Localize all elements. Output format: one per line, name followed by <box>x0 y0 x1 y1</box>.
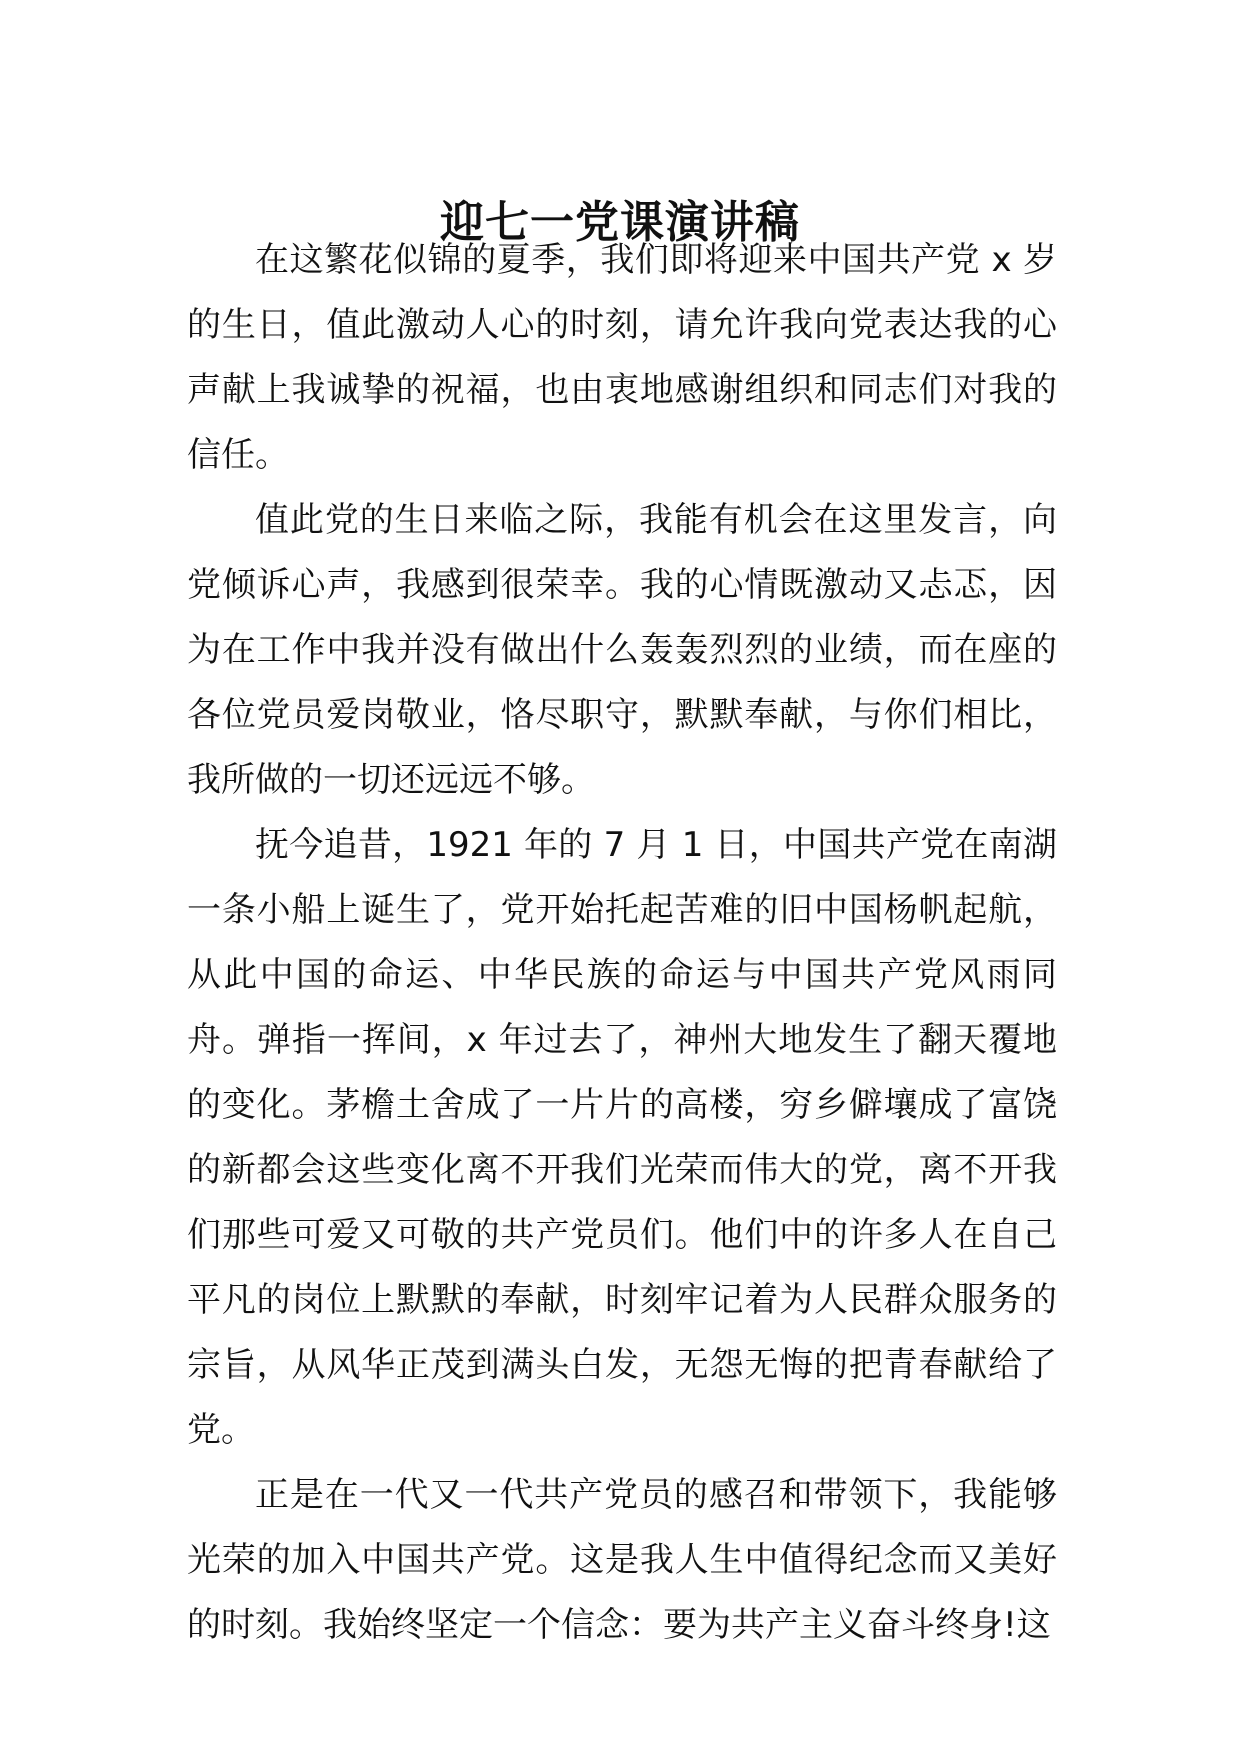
document-title: 迎七一党课演讲稿 <box>440 197 800 249</box>
paragraph-4: 正是在一代又一代共产党员的感召和带领下，我能够光荣的加入中国共产党。这是我人生中值得纪念而又美好的时刻。我始终坚定一个信念：要为共产主义奋斗终身!这 <box>187 1475 1057 1645</box>
paragraph-1: 在这繁花似锦的夏季，我们即将迎来中国共产党 x 岁的生日，值此激动人心的时刻，请允许我向党表达我的心声献上我诚挚的祝福，也由衷地感谢组织和同志们对我的信任。 <box>187 240 1057 475</box>
paragraph-3: 抚今追昔，1921 年的 7 月 1 日，中国共产党在南湖一条小船上诞生了，党开始托起苦难的旧中国杨帆起航，从此中国的命运、中华民族的命运与中国共产党风雨同舟。弹指一挥间，x 年过去了，神州大地发生了翻天覆地的变化。茅檐土舍成了一片片的高楼，穷乡僻壤成了富饶的新都会这些变化离不开我们光荣而伟大的党，离不开我们那些可爱又可敬的共产党员们。他们中的许多人在自己平凡的岗位上默默的奉献，时刻牢记着为人民群众服务的宗旨，从风华正茂到满头白发，无怨无悔的把青春献给了党。 <box>187 825 1057 1450</box>
paragraph-2: 值此党的生日来临之际，我能有机会在这里发言，向党倾诉心声，我感到很荣幸。我的心情既激动又忐忑，因为在工作中我并没有做出什么轰轰烈烈的业绩，而在座的各位党员爱岗敬业，恪尽职守，默默奉献，与你们相比，我所做的一切还远远不够。 <box>187 500 1057 800</box>
document-body <box>187 228 1057 1658</box>
